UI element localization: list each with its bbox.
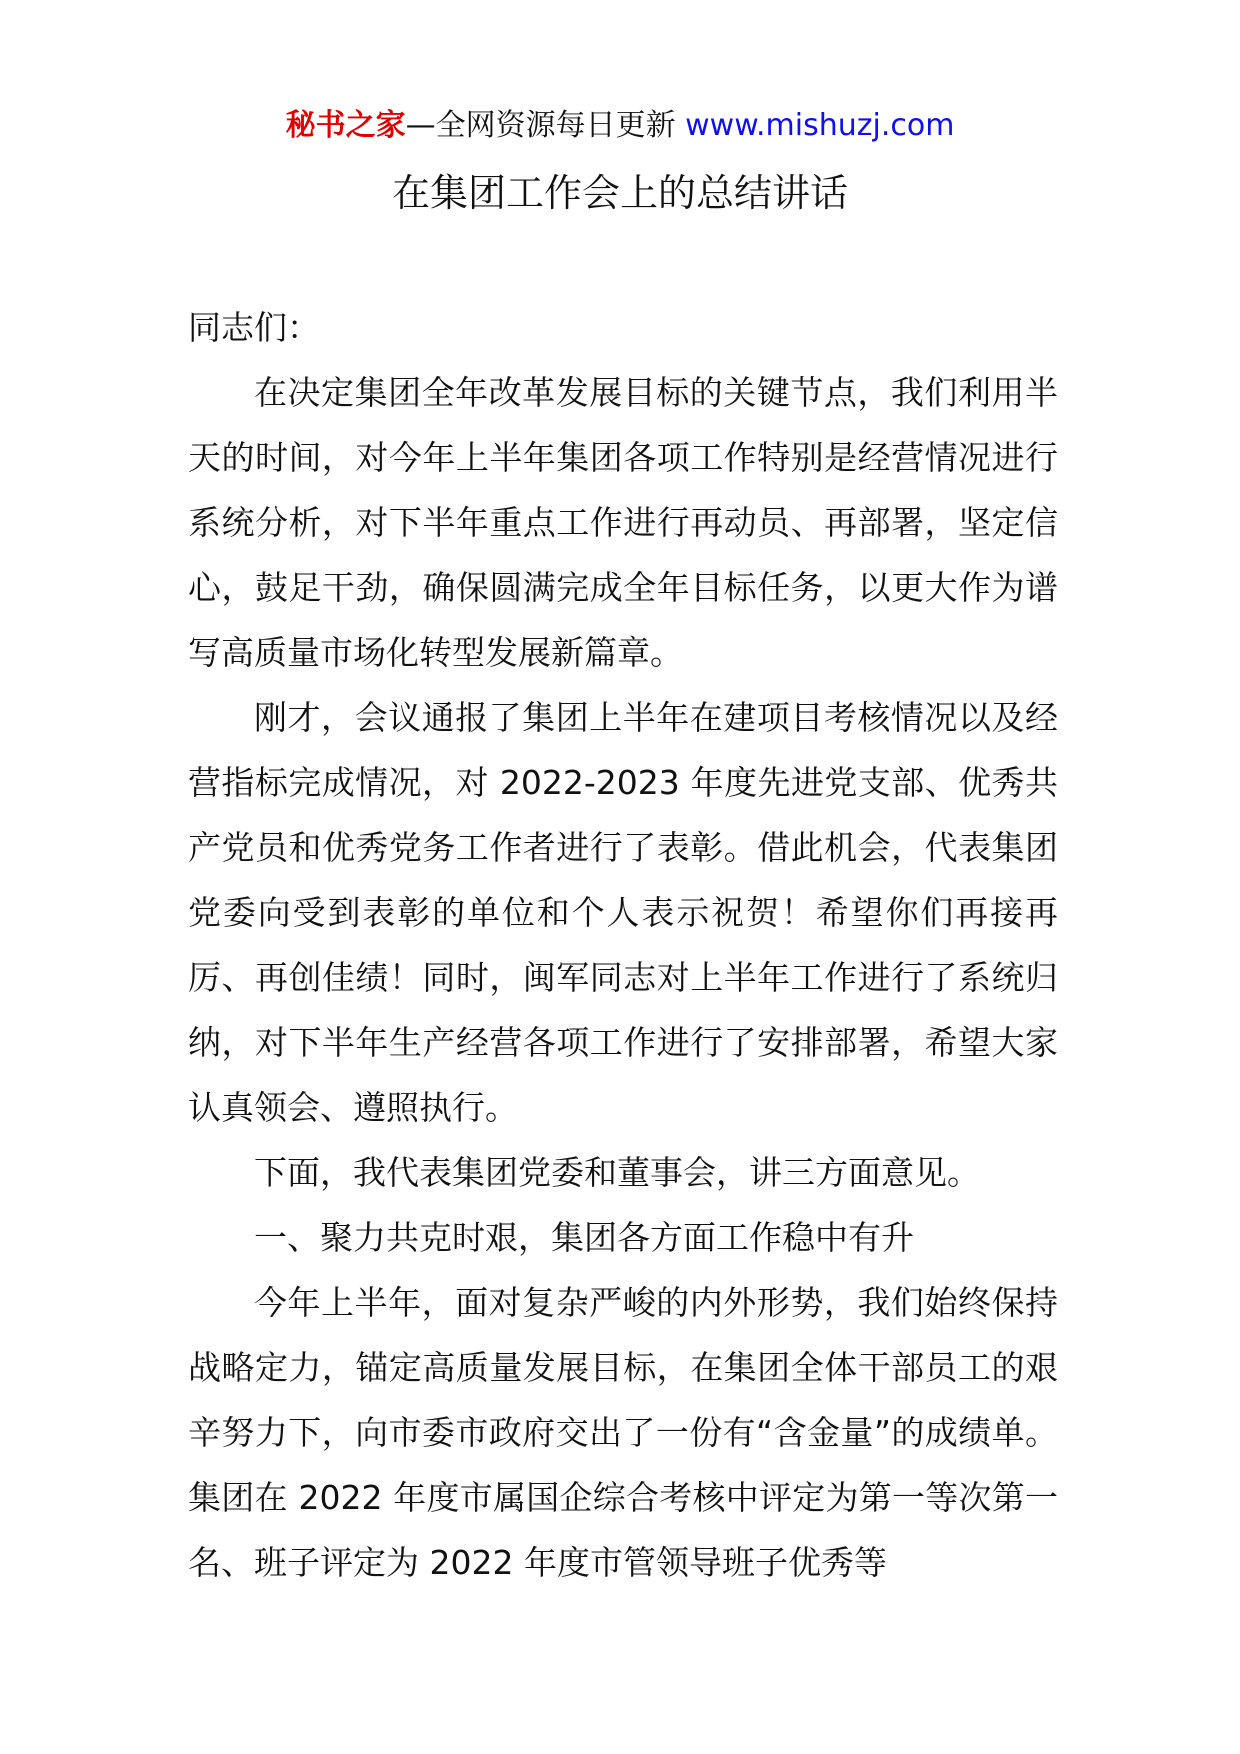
site-url-link[interactable]: www.mishuzj.com [685, 108, 955, 143]
site-header [0, 106, 1240, 146]
section-heading: 一、聚力共克时艰，集团各方面工作稳中有升 [254, 1218, 914, 1257]
document-title: 在集团工作会上的总结讲话 [391, 171, 848, 215]
greeting: 同志们： [188, 308, 320, 347]
section-paragraph: 今年上半年，面对复杂严峻的内外形势，我们始终保持战略定力，锚定高质量发展目标，在集团全体干部员工的艰辛努力下，向市委市政府交出了一份有“含金量”的成绩单。集团在 2022 年度市属国企综合考核中评定为第一等次第一名、班子评定为 2022 年度市管领导班子优秀等 [188, 1283, 1058, 1582]
brand-name: 秘书之家 [285, 108, 406, 143]
document-body [188, 295, 1058, 1595]
header-slogan: —全网资源每日更新 [405, 108, 676, 143]
body-paragraph-3: 下面，我代表集团党委和董事会，讲三方面意见。 [254, 1153, 980, 1192]
body-paragraph-2: 刚才，会议通报了集团上半年在建项目考核情况以及经营指标完成情况，对 2022-2023 年度先进党支部、优秀共产党员和优秀党务工作者进行了表彰。借此机会，代表集团党委向受到表彰的单位和个人表示祝贺！希望你们再接再厉、再创佳绩！同时，闽军同志对上半年工作进行了系统归纳，对下半年生产经营各项工作进行了安排部署，希望大家认真领会、遵照执行。 [188, 698, 1058, 1127]
body-paragraph-1: 在决定集团全年改革发展目标的关键节点，我们利用半天的时间，对今年上半年集团各项工作特别是经营情况进行系统分析，对下半年重点工作进行再动员、再部署，坚定信心，鼓足干劲，确保圆满完成全年目标任务，以更大作为谱写高质量市场化转型发展新篇章。 [188, 373, 1058, 672]
